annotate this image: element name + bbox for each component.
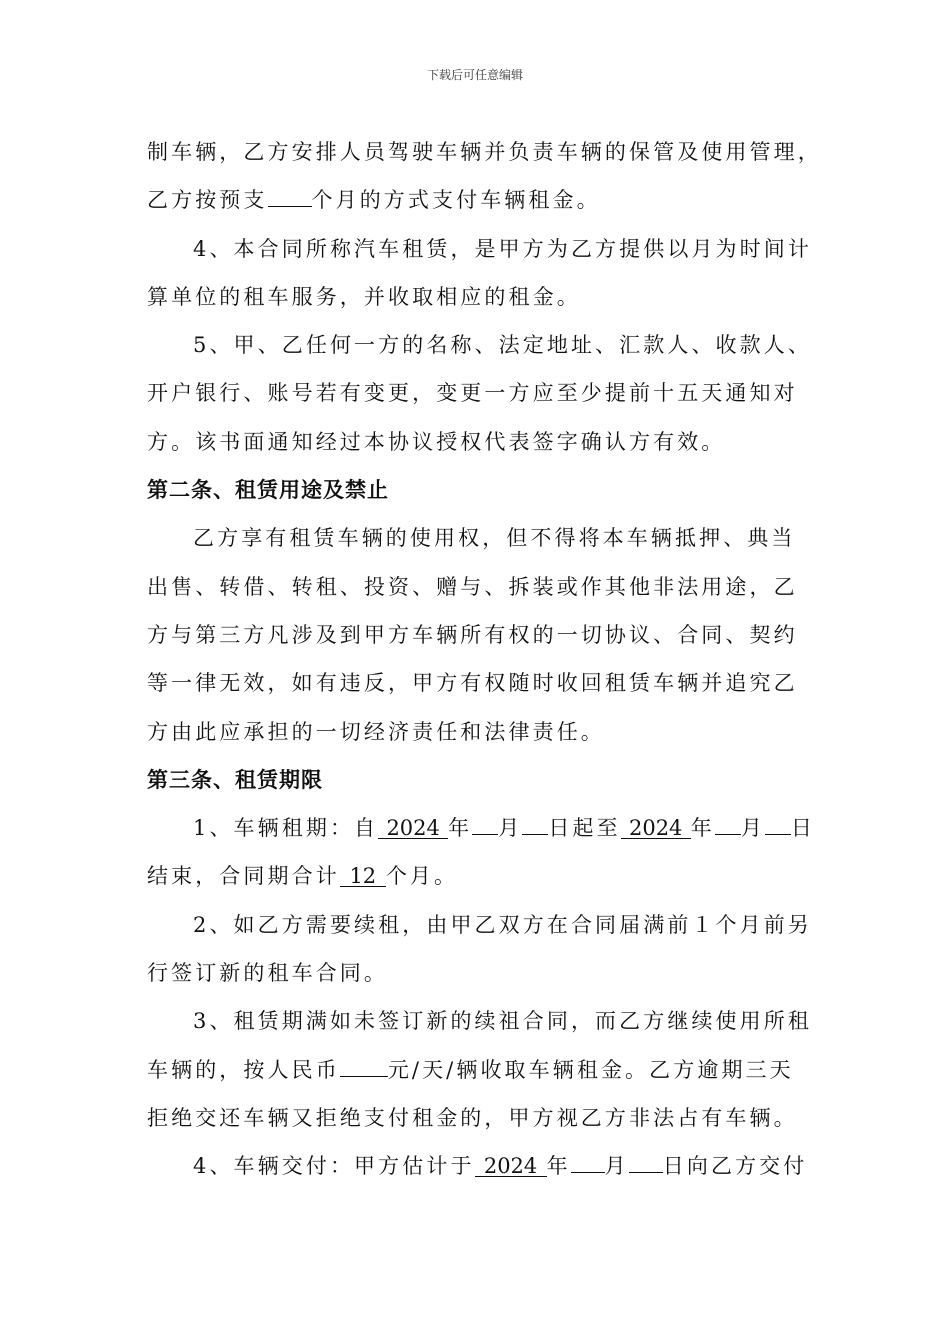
paragraph-line (147, 852, 807, 900)
text-run: 乙方按预支 (147, 188, 268, 213)
paragraph-line: 算单位的租车服务，并收取相应的租金。 (147, 284, 581, 309)
price-field (340, 1076, 388, 1077)
page-header: 下载后可任意编辑 (426, 68, 523, 82)
text-run: 年 (448, 816, 473, 841)
paragraph-line: 等一律无效，如有违反，甲方有权随时收回租赁车辆并追究乙 (147, 671, 798, 696)
text-run: 车辆的，按人民币 (147, 1057, 340, 1082)
day-field (522, 834, 548, 835)
paragraph-line (147, 804, 816, 852)
paragraph-line: 出售、转借、转租、投资、赠与、拆装或作其他非法用途，乙 (147, 574, 798, 599)
text-run: 4、车辆交付：甲方估计于 (193, 1154, 475, 1179)
paragraph-line: 方。该书面通知经过本协议授权代表签字确认方有效。 (147, 429, 726, 454)
year-field: 2024 (378, 818, 448, 839)
text-run: 日 (790, 816, 816, 841)
paragraph-line: 方由此应承担的一切经济责任和法律责任。 (147, 719, 605, 744)
paragraph-line (147, 176, 807, 224)
text-run: 月 (740, 816, 765, 841)
text-run: 年 (690, 816, 715, 841)
section-heading: 第二条、租赁用途及禁止 (147, 477, 389, 503)
year-field: 2024 (621, 818, 691, 839)
paragraph-line: 行签订新的租车合同。 (147, 961, 388, 986)
day-field (765, 834, 791, 835)
section-heading: 第三条、租赁期限 (147, 766, 323, 792)
text-run: 结束，合同期合计 (147, 864, 340, 889)
paragraph-line: 制车辆，乙方安排人员驾驶车辆并负责车辆的保管及使用管理， (147, 140, 822, 164)
month-field (571, 1172, 605, 1173)
text-run: 年 (546, 1154, 571, 1179)
text-run: 个月。 (385, 864, 459, 889)
paragraph-line: 5、甲、乙任何一方的名称、法定地址、汇款人、收款人、 (193, 333, 812, 358)
text-run: 月 (498, 816, 523, 841)
text-run: 元/天/辆收取车辆租金。乙方逾期三天 (387, 1057, 794, 1082)
text-run: 日向乙方交付 (662, 1154, 808, 1179)
month-field (715, 834, 741, 835)
month-field (472, 834, 498, 835)
text-run: 月 (604, 1154, 629, 1179)
paragraph-line: 2、如乙方需要续租，由甲乙双方在合同届满前１个月前另 (193, 912, 812, 937)
paragraph-line: 拒绝交还车辆又拒绝支付租金的，甲方视乙方非法占有车辆。 (147, 1105, 798, 1130)
year-field: 2024 (475, 1156, 547, 1177)
text-run: 个月的方式支付车辆租金。 (311, 188, 601, 213)
paragraph-line: 3、租赁期满如未签订新的续祖合同，而乙方继续使用所租 (193, 1009, 812, 1034)
blank-field (268, 206, 312, 207)
text-run: 1、车辆租期：自 (193, 816, 379, 841)
day-field (629, 1172, 663, 1173)
paragraph-line: 方与第三方凡涉及到甲方车辆所有权的一切协议、合同、契约 (147, 622, 798, 647)
paragraph-line: 4、本合同所称汽车租赁，是甲方为乙方提供以月为时间计 (193, 236, 812, 261)
text-run: 日起至 (548, 816, 621, 841)
months-field: 12 (340, 866, 386, 887)
document-body (147, 128, 822, 1191)
paragraph-line: 乙方享有租赁车辆的使用权，但不得将本车辆抵押、典当 (193, 526, 796, 551)
paragraph-line (147, 1046, 807, 1094)
paragraph-line: 开户银行、账号若有变更，变更一方应至少提前十五天通知对 (147, 381, 798, 406)
paragraph-line (147, 1142, 807, 1190)
